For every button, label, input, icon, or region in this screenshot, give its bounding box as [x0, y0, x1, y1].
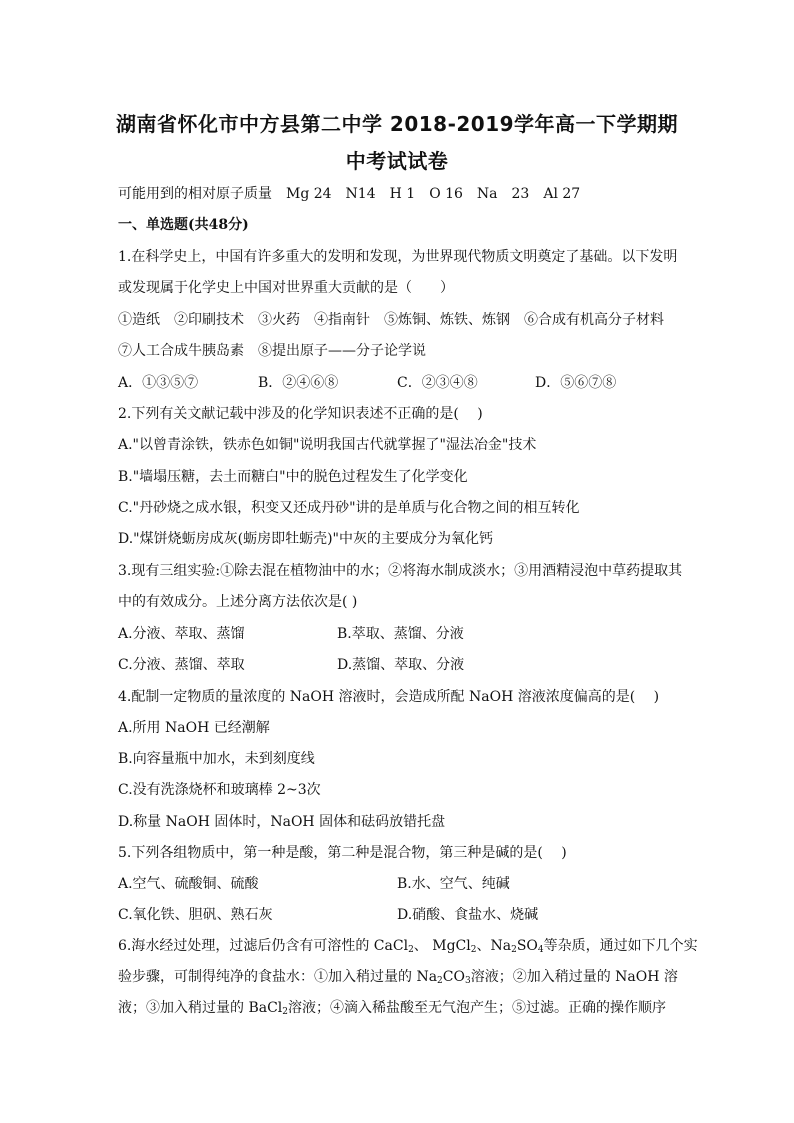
q1-option-a: A．①③⑤⑦	[118, 375, 199, 391]
q6-text: 溶液；②加入稍过量的 NaOH 溶	[470, 969, 678, 985]
subscript: 2	[511, 945, 517, 955]
q6-stem-line-2	[118, 969, 688, 985]
q3-stem-line-2: 中的有效成分。上述分离方法依次是( )	[118, 594, 358, 610]
subscript: 2	[437, 976, 443, 986]
q2-option-c: C."丹砂烧之成水银，积变又还成丹砂"讲的是单质与化合物之间的相互转化	[118, 500, 580, 516]
q2-option-d: D."煤饼烧蛎房成灰(蛎房即牡蛎壳)"中灰的主要成分为氧化钙	[118, 531, 493, 547]
q5-stem: 5.下列各组物质中，第一种是酸，第二种是混合物，第三种是碱的是( )	[118, 845, 567, 861]
q3-option-c: C.分液、蒸馏、萃取	[118, 657, 245, 673]
q6-text: 验步骤，可制得纯净的食盐水：①加入稍过量的 Na	[118, 969, 438, 985]
q4-option-c: C.没有洗涤烧杯和玻璃棒 2~3次	[118, 782, 321, 798]
subscript: 2	[408, 945, 414, 955]
q5-option-a: A.空气、硫酸铜、硫酸	[118, 876, 259, 892]
q5-option-d: D.硝酸、食盐水、烧碱	[397, 907, 539, 923]
q6-text: 溶液；④滴入稀盐酸至无气泡产生；⑤过滤。正确的操作顺序	[288, 1000, 667, 1016]
q5-option-b: B.水、空气、纯碱	[397, 876, 510, 892]
q6-text: CO	[442, 969, 465, 985]
q1-stem-line-2: 或发现属于化学史上中国对世界重大贡献的是（ ）	[118, 280, 454, 296]
q4-option-a: A.所用 NaOH 已经潮解	[118, 720, 270, 736]
q1-stem-line-1: 1.在科学史上，中国有许多重大的发明和发现，为世界现代物质文明奠定了基础。以下发明	[118, 249, 678, 265]
q5-option-c: C.氧化铁、胆矾、熟石灰	[118, 907, 273, 923]
q3-option-d: D.蒸馏、萃取、分液	[337, 657, 465, 673]
exam-title-line-2: 中考试试卷	[345, 149, 449, 173]
q1-option-d: D．⑤⑥⑦⑧	[535, 375, 617, 391]
q6-stem-line-1	[118, 938, 698, 955]
q1-option-b: B．②④⑥⑧	[258, 375, 339, 391]
subscript: 2	[470, 945, 477, 955]
q6-text: 6.海水经过处理，过滤后仍含有可溶性的 CaCl	[118, 938, 409, 954]
exam-title-line-1: 湖南省怀化市中方县第二中学 2018-2019学年高一下学期期	[115, 112, 679, 136]
q6-text: 、Na	[476, 938, 512, 954]
q1-option-c: C．②③④⑧	[397, 375, 478, 391]
subscript: 3	[464, 976, 471, 986]
q2-stem: 2.下列有关文献记载中涉及的化学知识表述不正确的是( )	[118, 406, 483, 422]
q4-option-d: D.称量 NaOH 固体时，NaOH 固体和砝码放错托盘	[118, 814, 446, 830]
q2-option-b: B."墙塌压糖，去土而糖白"中的脱色过程发生了化学变化	[118, 469, 468, 485]
q6-stem-line-3	[118, 1000, 688, 1016]
q4-stem: 4.配制一定物质的量浓度的 NaOH 溶液时，会造成所配 NaOH 溶液浓度偏高的是( )	[118, 689, 660, 705]
q1-items-line-1: ①造纸 ②印刷技术 ③火药 ④指南针 ⑤炼铜、炼铁、炼钢 ⑥合成有机高分子材料	[118, 312, 664, 328]
q3-stem-line-1: 3.现有三组实验:①除去混在植物油中的水；②将海水制成淡水；③用酒精浸泡中草药提取其	[118, 563, 683, 579]
subscript: 2	[282, 1007, 289, 1017]
q6-text: 液；③加入稍过量的 BaCl	[118, 1000, 283, 1016]
q2-option-a: A."以曾青涂铁，铁赤色如铜"说明我国古代就掌握了"湿法冶金"技术	[118, 437, 537, 453]
section-single-choice-heading: 一、单选题(共48分)	[118, 217, 249, 233]
q3-option-b: B.萃取、蒸馏、分液	[337, 626, 464, 642]
q4-option-b: B.向容量瓶中加水，未到刻度线	[118, 751, 315, 767]
q1-items-line-2: ⑦人工合成牛胰岛素 ⑧提出原子——分子论学说	[118, 343, 426, 359]
subscript: 4	[537, 945, 544, 955]
q3-option-a: A.分液、萃取、蒸馏	[118, 626, 245, 642]
q6-text: 、 MgCl	[413, 938, 471, 954]
q6-text: SO	[516, 938, 538, 954]
q6-text: 等杂质，通过如下几个实	[543, 938, 698, 954]
atomic-masses-note: 可能用到的相对原子质量 Mg 24 N14 H 1 O 16 Na 23 Al 27	[118, 186, 581, 202]
